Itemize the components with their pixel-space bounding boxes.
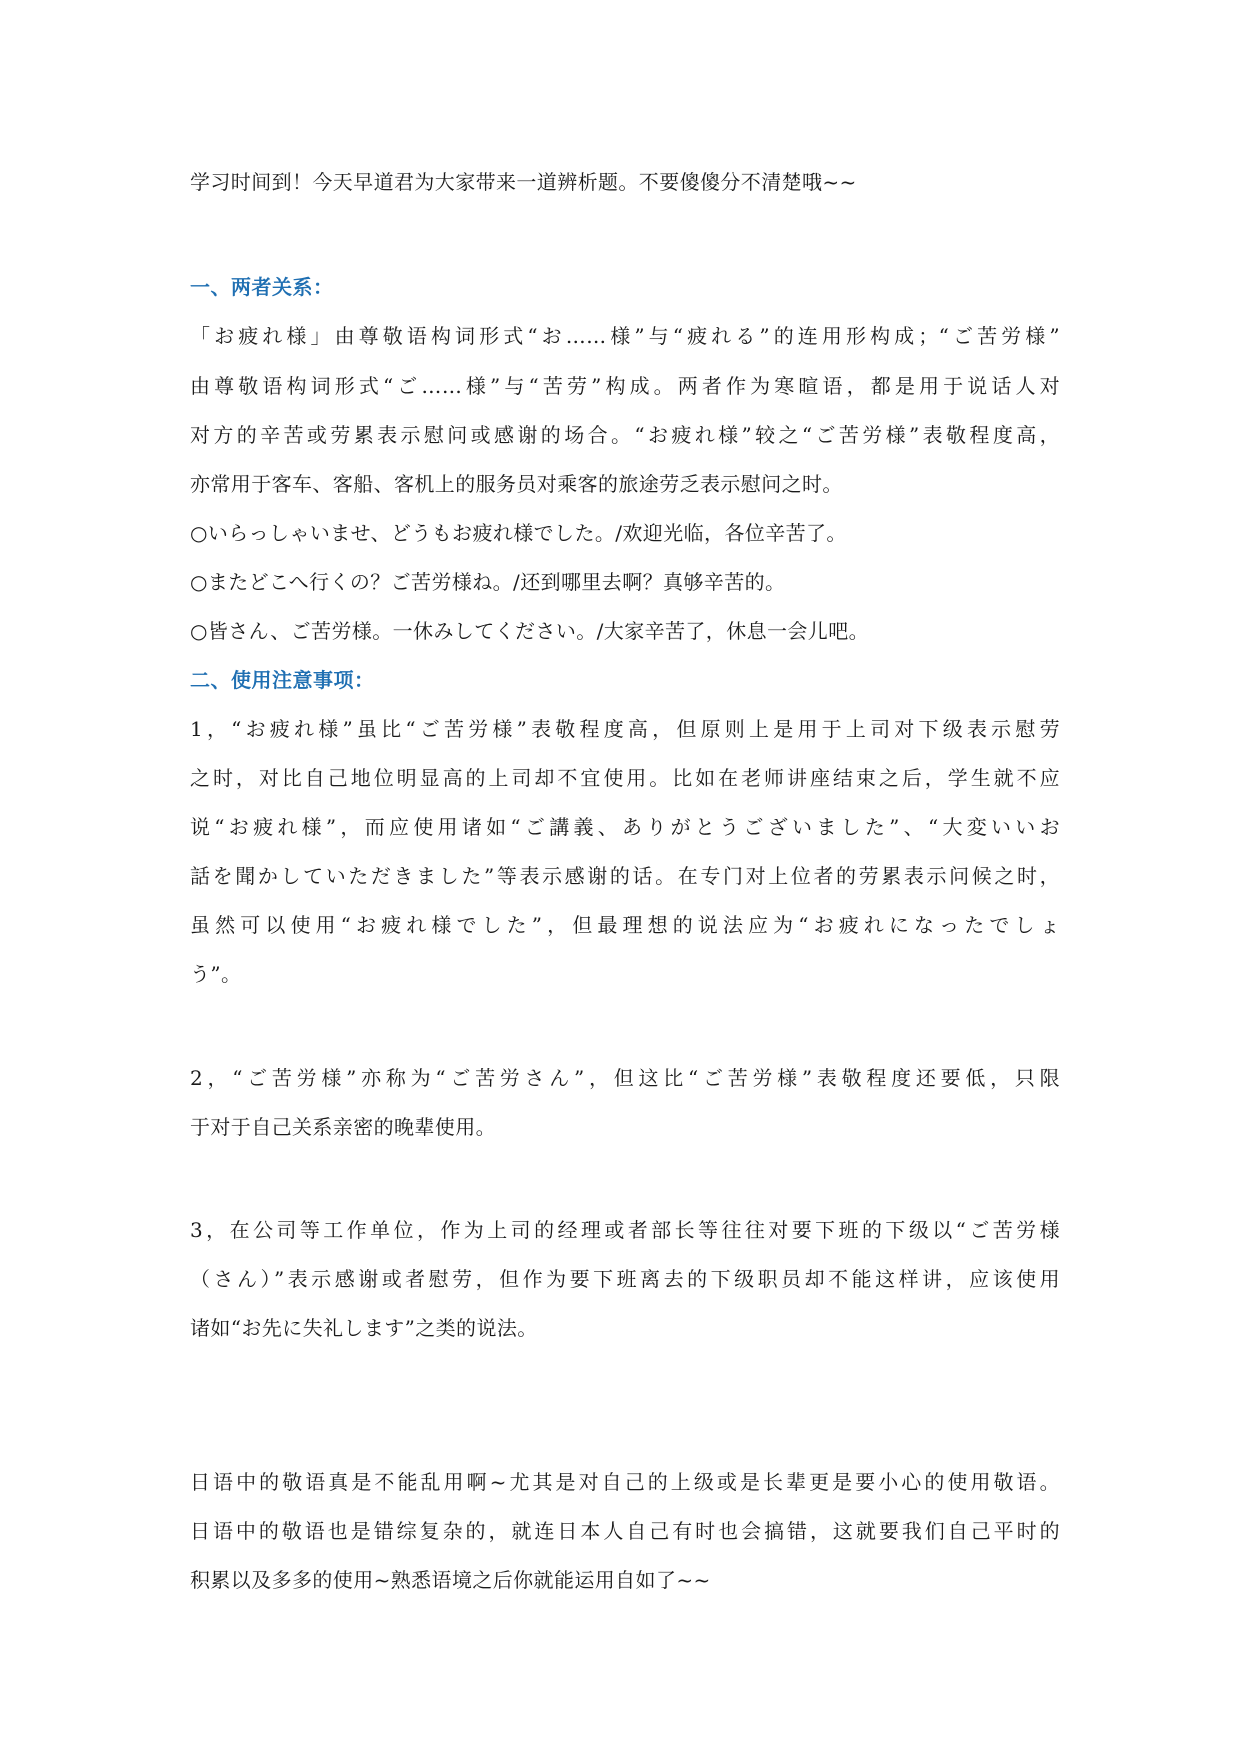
- conclusion-line: 日语中的敬语也是错综复杂的，就连日本人自己有时也会搞错，这就要我们自己平时的: [190, 1519, 1060, 1543]
- item1-line: 虽然可以使用“お疲れ様でした”，但最理想的说法应为“お疲れになったでしょ: [190, 913, 1060, 937]
- item1-line: 说“お疲れ様”，而应使用诸如“ご講義、ありがとうございました”、“大変いいお: [190, 815, 1060, 839]
- conclusion-line: 日语中的敬语真是不能乱用啊~尤其是对自己的上级或是长辈更是要小心的使用敬语。: [190, 1470, 1060, 1494]
- section1-line: 由尊敬语构词形式“ご……様”与“苦劳”构成。两者作为寒暄语，都是用于说话人对: [190, 374, 1060, 398]
- section1-line: 对方的辛苦或劳累表示慰问或感谢的场合。“お疲れ様”较之“ご苦労様”表敬程度高，: [190, 423, 1060, 447]
- item1-line: 1，“お疲れ様”虽比“ご苦労様”表敬程度高，但原则上是用于上司对下级表示慰劳: [190, 717, 1060, 741]
- item1-line: 話を聞かしていただきました”等表示感谢的话。在专门对上位者的劳累表示问候之时，: [190, 864, 1060, 888]
- section1-line: 亦常用于客车、客船、客机上的服务员对乘客的旅途劳乏表示慰问之时。: [190, 472, 843, 496]
- item2-line: 2，“ご苦労様”亦称为“ご苦労さん”，但这比“ご苦労様”表敬程度还要低，只限: [190, 1066, 1060, 1090]
- item3-line: 3，在公司等工作单位，作为上司的经理或者部长等往往对要下班的下级以“ご苦労様: [190, 1218, 1060, 1242]
- example-sentence: ○いらっしゃいませ、どうもお疲れ様でした。/欢迎光临，各位辛苦了。: [190, 521, 847, 545]
- item3-line: 诸如“お先に失礼します”之类的说法。: [190, 1316, 538, 1340]
- item2-line: 于对于自己关系亲密的晚辈使用。: [190, 1115, 496, 1139]
- example-sentence: ○皆さん、ご苦労様。一休みしてください。/大家辛苦了，休息一会儿吧。: [190, 619, 869, 643]
- section1-line: 「お疲れ様」由尊敬语构词形式“お……様”与“疲れる”的连用形构成；“ご苦労様”: [190, 324, 1060, 348]
- item1-line: う”。: [190, 962, 242, 986]
- section1-heading: 一、两者关系：: [190, 275, 334, 299]
- section2-heading: 二、使用注意事项：: [190, 668, 375, 692]
- conclusion-line: 积累以及多多的使用~熟悉语境之后你就能运用自如了~~: [190, 1568, 711, 1592]
- item1-line: 之时，对比自己地位明显高的上司却不宜使用。比如在老师讲座结束之后，学生就不应: [190, 766, 1060, 790]
- intro-text: 学习时间到！今天早道君为大家带来一道辨析题。不要傻傻分不清楚哦~~: [190, 170, 857, 194]
- example-sentence: ○またどこへ行くの？ご苦労様ね。/还到哪里去啊？真够辛苦的。: [190, 570, 786, 594]
- item3-line: （さん）”表示感谢或者慰劳，但作为要下班离去的下级职员却不能这样讲，应该使用: [190, 1267, 1060, 1291]
